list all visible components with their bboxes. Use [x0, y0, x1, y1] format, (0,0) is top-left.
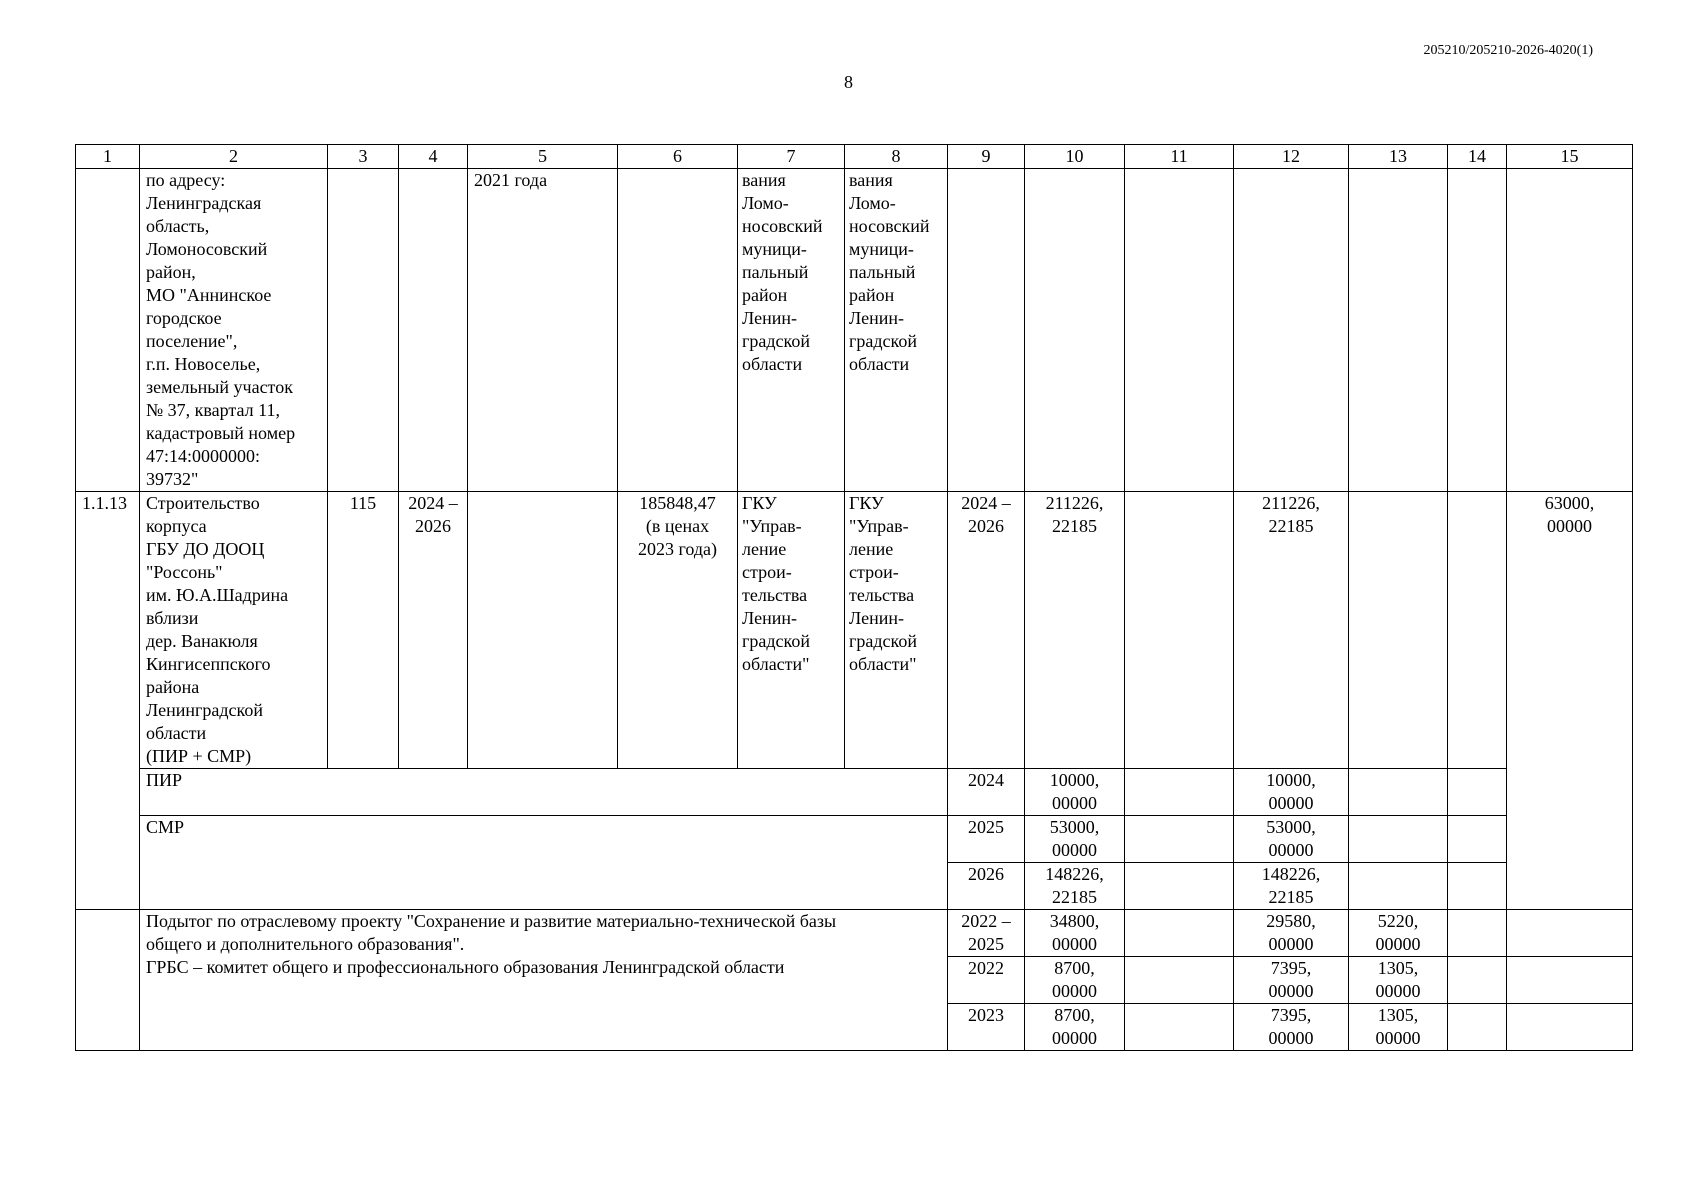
budget-table	[75, 144, 1633, 1051]
local-budget-cell: 1305, 00000	[1349, 957, 1448, 1004]
total-cell: 8700, 00000	[1025, 957, 1125, 1004]
cell-empty	[399, 169, 468, 492]
header-cell: 3	[328, 145, 399, 169]
cell-empty	[328, 169, 399, 492]
page-number: 8	[844, 72, 853, 92]
cell-empty	[1349, 492, 1448, 769]
header-row	[76, 145, 1633, 169]
year-cell: 2022 – 2025	[948, 910, 1025, 957]
period-cell: 2024 – 2026	[399, 492, 468, 769]
cell-empty	[1448, 1004, 1507, 1051]
regional-budget-cell: 10000, 00000	[1234, 769, 1349, 816]
header-cell: 11	[1125, 145, 1234, 169]
customer-cell: ГКУ "Управ- ление строи- тельства Ленин- градской области"	[738, 492, 845, 769]
header-cell: 2	[140, 145, 328, 169]
year-cell: 2022	[948, 957, 1025, 1004]
subtotal-row	[76, 910, 1633, 957]
header-cell: 5	[468, 145, 618, 169]
header-cell: 8	[845, 145, 948, 169]
cell-empty	[1448, 169, 1507, 492]
header-cell: 6	[618, 145, 738, 169]
year-cell: 2023	[948, 1004, 1025, 1051]
total-cell: 211226, 22185	[1025, 492, 1125, 769]
document-number: 205210/205210-2026-4020(1)	[1423, 43, 1593, 58]
extra-funding-cell: 63000, 00000	[1507, 492, 1633, 910]
row-number: 1.1.13	[76, 492, 140, 910]
address-cell: по адресу: Ленинградская область, Ломоносовский район, МО "Аннинское городское поселение", г.п. Новоселье, земельный участок № 37, квартал 11, кадастровый номер 47:14:0000000: 39732"	[140, 169, 328, 492]
header-cell: 15	[1507, 145, 1633, 169]
header-cell: 1	[76, 145, 140, 169]
cell-empty	[1349, 169, 1448, 492]
year-cell: 2024	[948, 769, 1025, 816]
header-cell: 4	[399, 145, 468, 169]
header-cell: 9	[948, 145, 1025, 169]
cell-empty	[1125, 957, 1234, 1004]
year-cell: 2025	[948, 816, 1025, 863]
header-cell: 7	[738, 145, 845, 169]
cell-empty	[1125, 492, 1234, 769]
cell-empty	[1507, 957, 1633, 1004]
cell-empty	[1507, 910, 1633, 957]
cell-empty	[76, 910, 140, 1051]
object-name: Строительство корпуса ГБУ ДО ДООЦ "Россонь" им. Ю.А.Шадрина вблизи дер. Ванакюля Кингисеппского района Ленинградской области (ПИР + СМР)	[140, 492, 328, 769]
header-cell: 10	[1025, 145, 1125, 169]
total-cell: 148226, 22185	[1025, 863, 1125, 910]
cell-empty	[1507, 1004, 1633, 1051]
cell-empty	[1234, 169, 1349, 492]
pir-label: ПИР	[140, 769, 948, 816]
cell-empty	[1349, 769, 1448, 816]
local-budget-cell: 5220, 00000	[1349, 910, 1448, 957]
total-cell: 53000, 00000	[1025, 816, 1125, 863]
cell-empty	[1125, 863, 1234, 910]
total-cell: 10000, 00000	[1025, 769, 1125, 816]
cell-empty	[1448, 816, 1507, 863]
cell-empty	[618, 169, 738, 492]
header-cell: 14	[1448, 145, 1507, 169]
cell-empty	[1125, 816, 1234, 863]
regional-budget-cell: 7395, 00000	[1234, 1004, 1349, 1051]
subtotal-label: Подытог по отраслевому проекту "Сохранение и развитие материально-технической базы общего и дополнительного образования". ГРБС – комитет общего и профессионального образования Ленинградской области	[140, 910, 948, 1051]
cell-empty	[468, 492, 618, 769]
total-cell: 34800, 00000	[1025, 910, 1125, 957]
cell-empty	[1448, 863, 1507, 910]
date-cell: 2021 года	[468, 169, 618, 492]
cell-empty	[1349, 816, 1448, 863]
cell-empty	[1349, 863, 1448, 910]
year-cell: 2026	[948, 863, 1025, 910]
cell-empty	[1448, 769, 1507, 816]
cell-empty	[948, 169, 1025, 492]
header-cell: 13	[1349, 145, 1448, 169]
header-cell: 12	[1234, 145, 1349, 169]
object-row-1-1-13	[76, 492, 1633, 769]
cell-empty	[1125, 1004, 1234, 1051]
cell-empty	[76, 169, 140, 492]
cell-empty	[1507, 169, 1633, 492]
cell-empty	[1448, 492, 1507, 769]
cell-empty	[1125, 169, 1234, 492]
cell-empty	[1125, 910, 1234, 957]
regional-budget-cell: 148226, 22185	[1234, 863, 1349, 910]
smr-label: СМР	[140, 816, 948, 910]
cell-empty	[1125, 769, 1234, 816]
local-budget-cell: 1305, 00000	[1349, 1004, 1448, 1051]
regional-budget-cell: 53000, 00000	[1234, 816, 1349, 863]
builder-cell: ГКУ "Управ- ление строи- тельства Ленин- градской области"	[845, 492, 948, 769]
total-cell: 8700, 00000	[1025, 1004, 1125, 1051]
regional-budget-cell: 211226, 22185	[1234, 492, 1349, 769]
cell-empty	[1025, 169, 1125, 492]
years-cell: 2024 – 2026	[948, 492, 1025, 769]
continuation-row	[76, 169, 1633, 492]
cell-empty	[1448, 957, 1507, 1004]
customer-cell: вания Ломо- носовский муници- пальный район Ленин- градской области	[738, 169, 845, 492]
cell-empty	[1448, 910, 1507, 957]
regional-budget-cell: 7395, 00000	[1234, 957, 1349, 1004]
smr-row	[76, 816, 1633, 863]
builder-cell: вания Ломо- носовский муници- пальный район Ленин- градской области	[845, 169, 948, 492]
capacity-cell: 115	[328, 492, 399, 769]
regional-budget-cell: 29580, 00000	[1234, 910, 1349, 957]
estimate-cell: 185848,47 (в ценах 2023 года)	[618, 492, 738, 769]
pir-row	[76, 769, 1633, 816]
